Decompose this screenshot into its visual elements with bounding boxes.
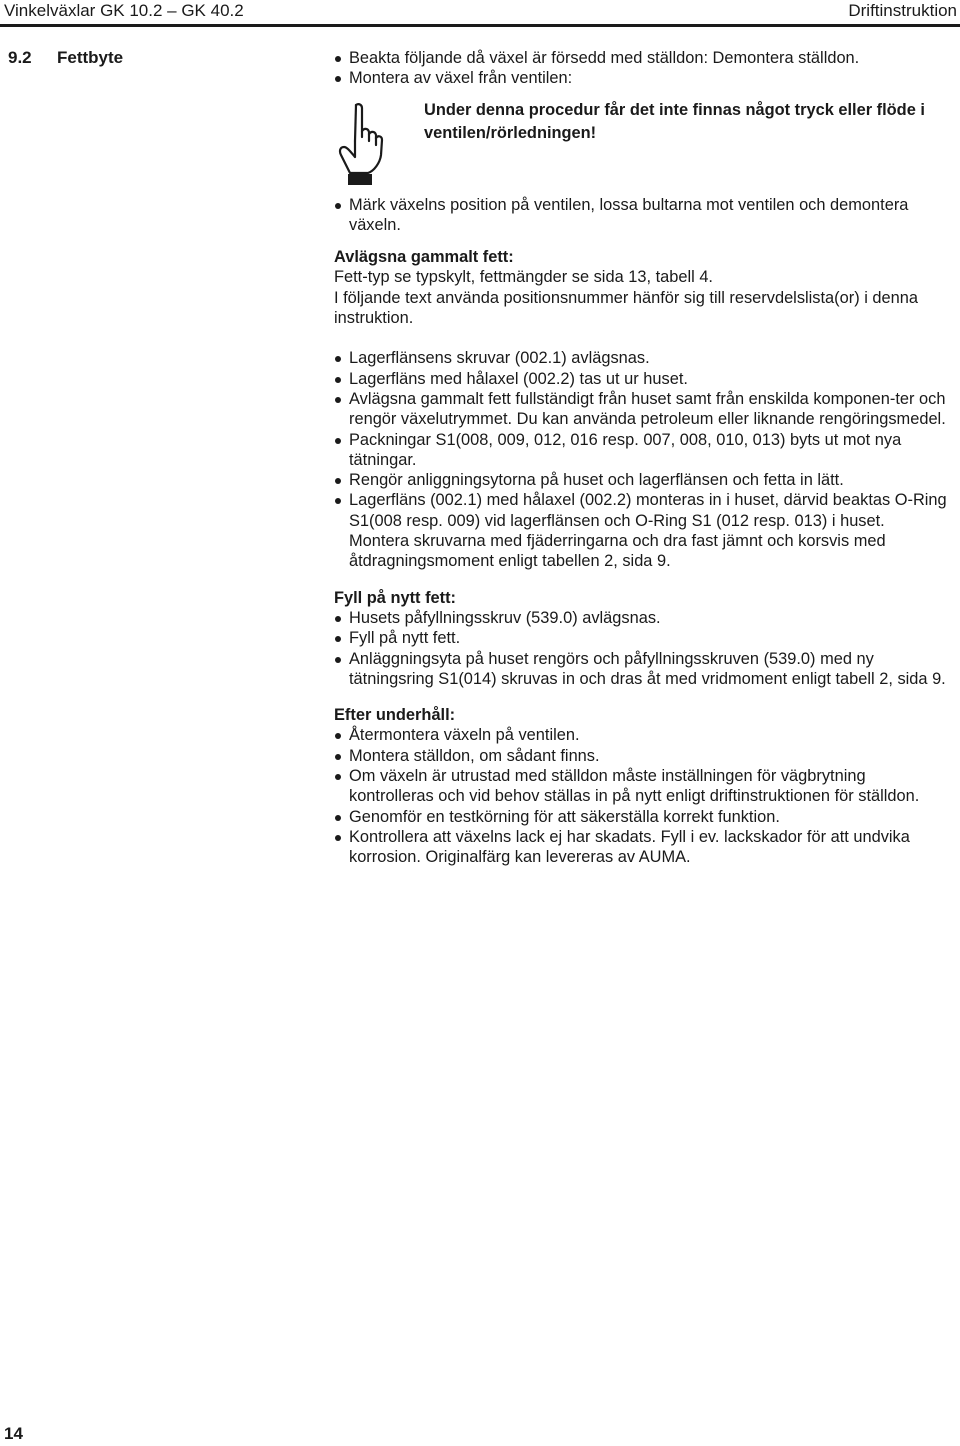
list-item: Lagerflänsens skruvar (002.1) avlägsnas. [334,348,954,368]
position-number-note: I följande text använda positionsnummer hänför sig till reservdelslista(or) i denna instruktion. [334,288,918,328]
after-maintenance-heading: Efter underhåll: [334,706,456,725]
screw-tightening-note: Montera skruvarna med fjäderringarna och dra fast jämnt och korsvis med åtdragningsmoment enligt tabellen 2, sida 9. [349,532,886,571]
after-maintenance-list [334,725,954,867]
list-item: Montera ställdon, om sådant finns. [334,746,954,766]
refill-heading: Fyll på nytt fett: [334,588,457,607]
list-item: Märk växelns position på ventilen, lossa bultarna mot ventilen och demontera växeln. [334,195,954,236]
section-number: 9.2 [8,48,32,67]
list-item: Genomför en testkörning för att säkerställa korrekt funktion. [334,807,954,827]
remove-old-heading: Avlägsna gammalt fett: [334,248,514,267]
main-content [334,48,954,868]
list-item: Lagerfläns med hålaxel (002.2) tas ut ur huset. [334,369,954,389]
refill-list [334,608,954,689]
document-type: Driftinstruktion [848,1,957,20]
list-item: Återmontera växeln på ventilen. [334,725,954,745]
intro-list [334,48,954,89]
list-item: Lagerfläns (002.1) med hålaxel (002.2) monteras in i huset, därvid beaktas O-Ring S1(008 resp. 009) vid lagerflänsen och O-Ring S1 (012 resp. 013) i huset. [334,490,954,531]
pointing-hand-icon [334,101,394,187]
grease-type-note: Fett-typ se typskylt, fettmängder se sida 13, tabell 4. [334,268,713,287]
document-title: Vinkelväxlar GK 10.2 – GK 40.2 [4,1,244,20]
list-item: Beakta följande då växel är försedd med ställdon: Demontera ställdon. [334,48,954,68]
warning-text: Under denna procedur får det inte finnas något tryck eller flöde i ventilen/rörledningen! [424,100,925,142]
list-item: Packningar S1(008, 009, 012, 016 resp. 007, 008, 010, 013) byts ut mot nya tätningar. [334,430,954,471]
list-item: Kontrollera att växelns lack ej har skadats. Fyll i ev. lackskador för att undvika korrosion. Originalfärg kan levereras av AUMA. [334,827,954,868]
header-divider [0,24,960,27]
page-number: 14 [4,1424,23,1443]
list-item: Anläggningsyta på huset rengörs och påfyllningsskruven (539.0) med ny tätningsring S1(014) skruvas in och dras åt med vridmoment enligt tabell 2, sida 9. [334,649,954,690]
mark-list [334,195,954,236]
page-header [0,0,960,26]
list-item: Avlägsna gammalt fett fullständigt från huset samt från enskilda komponen-ter och rengör växelutrymmet. Du kan använda petroleum eller liknande rengöringsmedel. [334,389,954,430]
list-item: Husets påfyllningsskruv (539.0) avlägsnas. [334,608,954,628]
list-item: Fyll på nytt fett. [334,628,954,648]
list-item: Rengör anliggningsytorna på huset och lagerflänsen och fetta in lätt. [334,470,954,490]
section-title: Fettbyte [57,48,124,67]
list-item: Om växeln är utrustad med ställdon måste inställningen för vägbrytning kontrolleras och vid behov ställas in på nytt enligt driftinstruktionen för ställdon. [334,766,954,807]
remove-old-list [334,348,954,531]
warning-notice [334,99,954,191]
list-item: Montera av växel från ventilen: [334,68,954,88]
